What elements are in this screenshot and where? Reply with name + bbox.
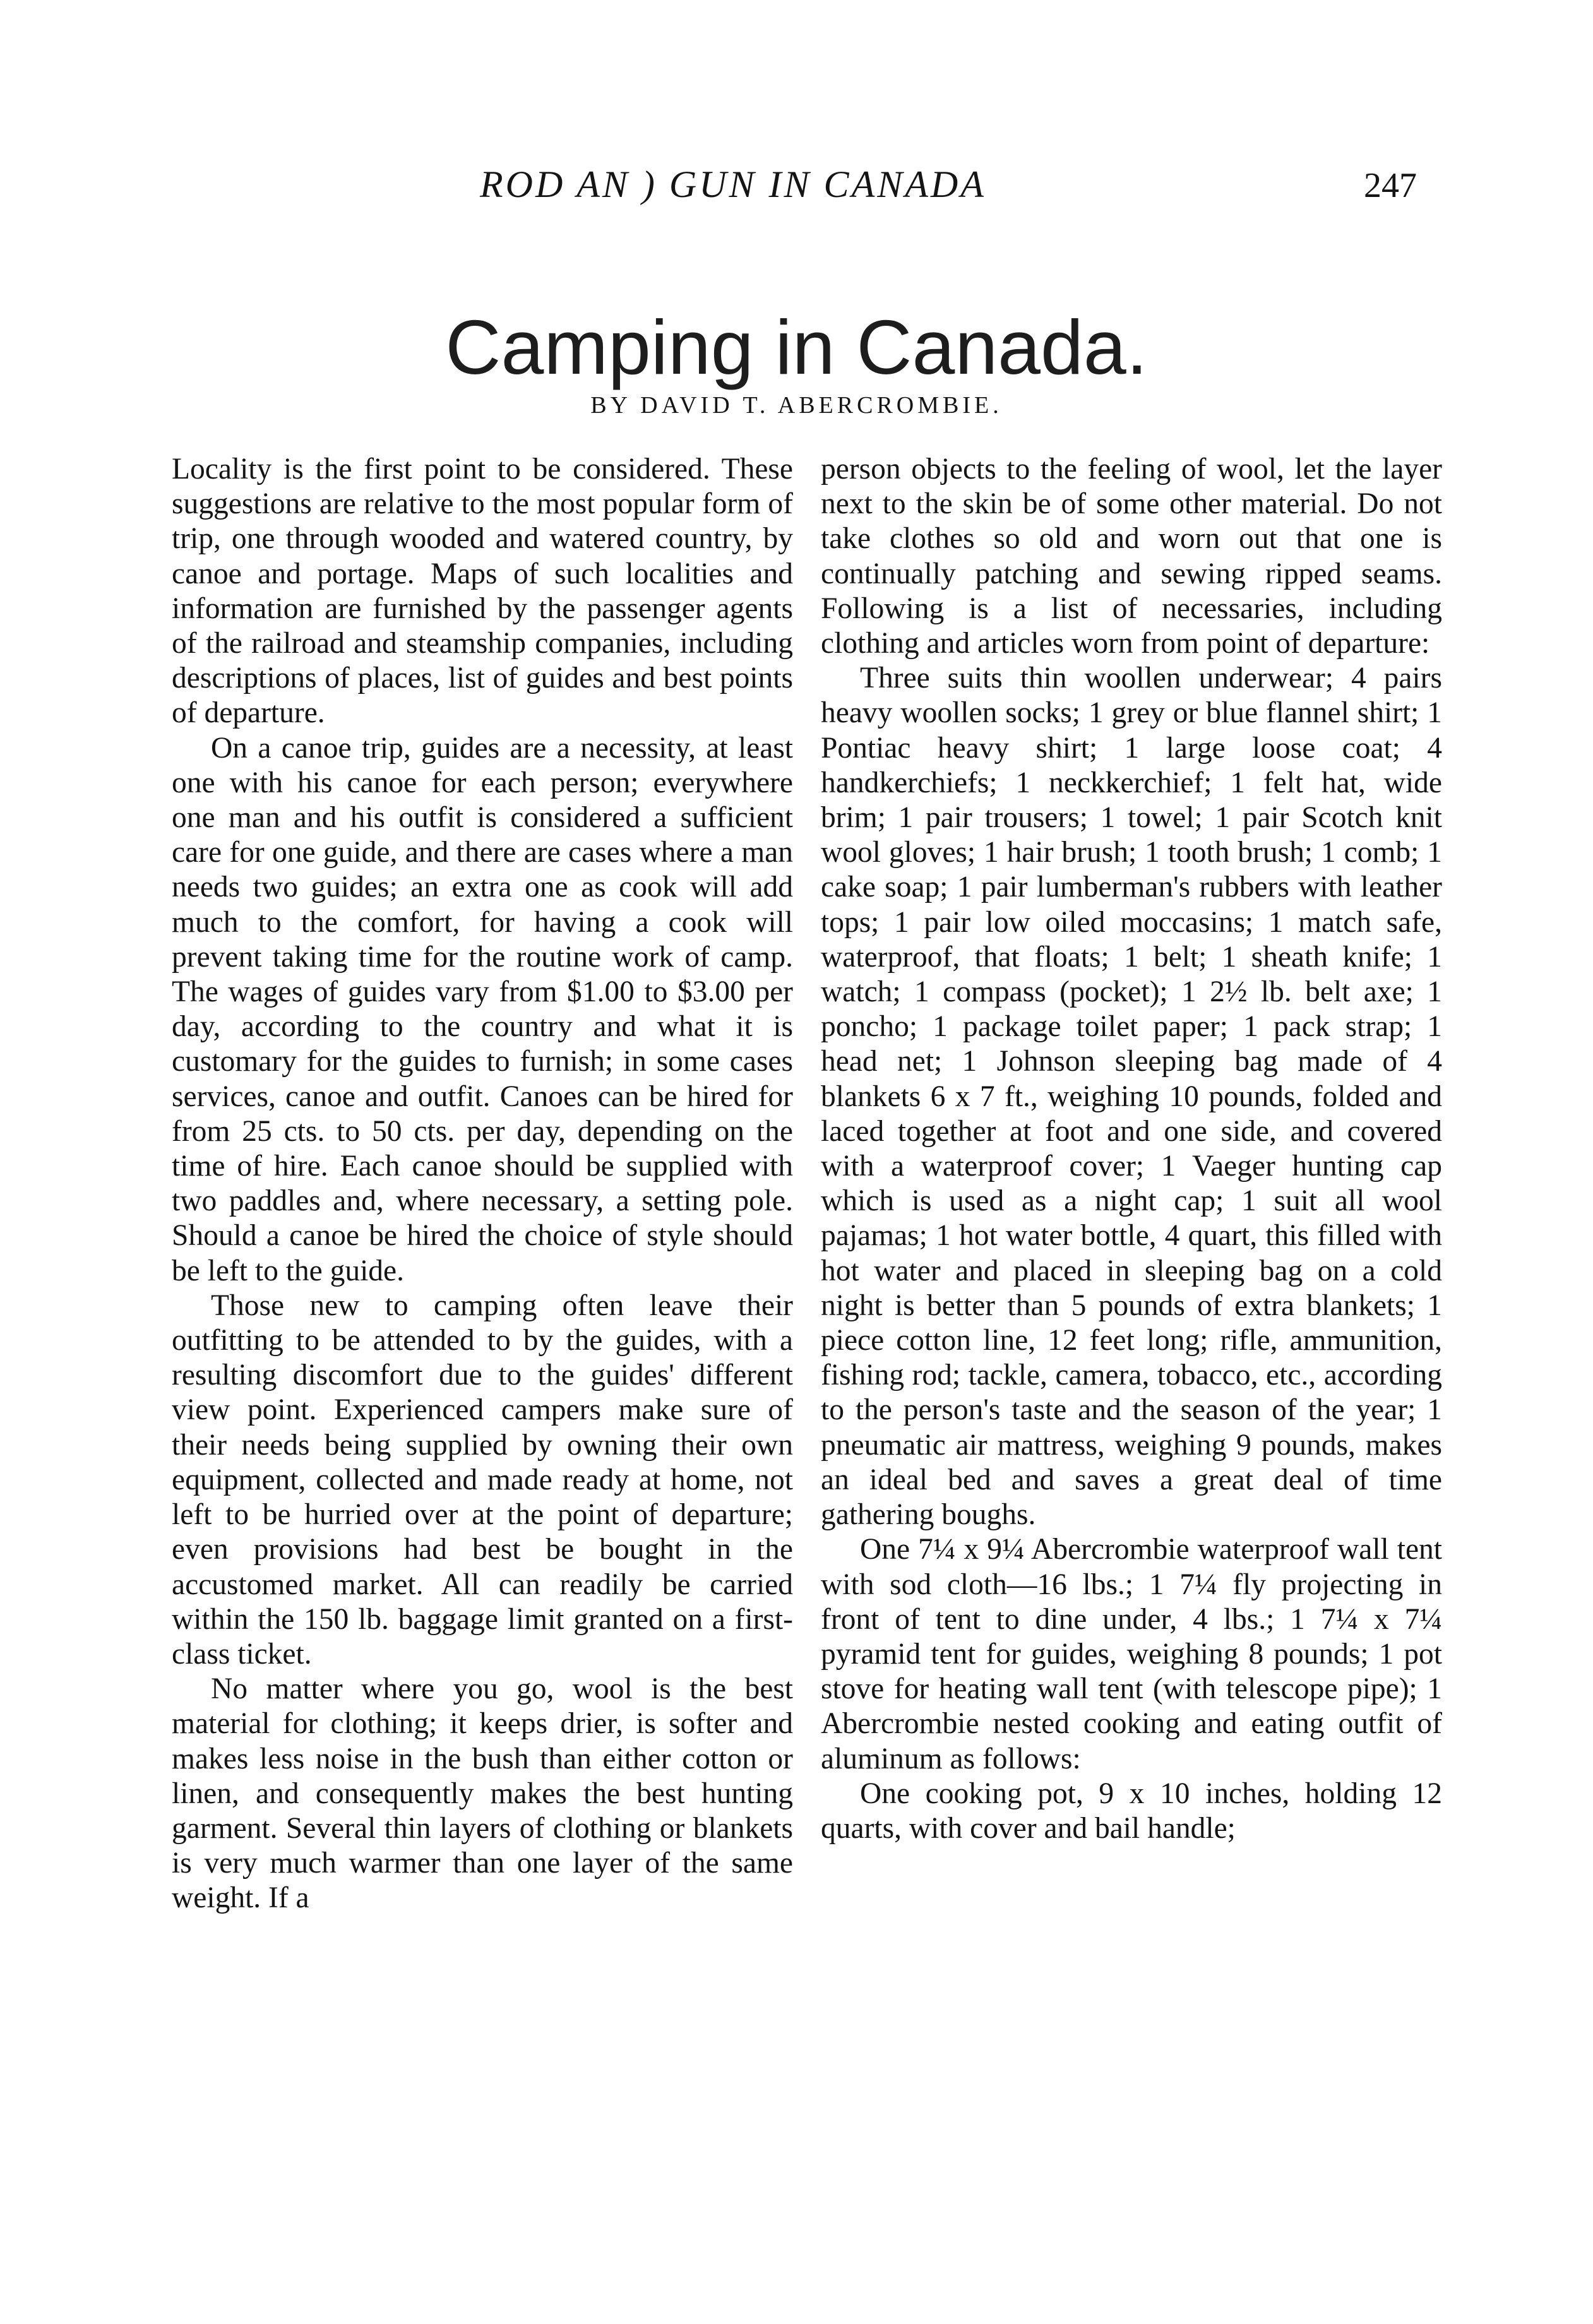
paragraph: Locality is the first point to be considered. These suggestions are relative to the most popular form of trip, one through wooded and watered country, by canoe and portage. Maps of such localities and information are furnished by the passenger agents of the railroad and steamship companies, including descriptions of places, list of guides and best points of departure. (172, 453, 793, 730)
paragraph: Those new to camping often leave their outfitting to be attended to by the guides, with a resulting discomfort due to the guides' different view point. Experienced campers make sure of their needs being supplied by owning their own equipment, collected and made ready at home, not left to be hurried over at the point of departure; even provisions had best be bought in the accustomed market. All can readily be carried within the 150 lb. baggage limit granted on a first-class ticket. (172, 1289, 793, 1671)
left-column (172, 452, 793, 1916)
paragraph: One cooking pot, 9 x 10 inches, holding 12 quarts, with cover and bail handle; (821, 1777, 1442, 1845)
paragraph: One 7¼ x 9¼ Abercrombie waterproof wall tent with sod cloth—16 lbs.; 1 7¼ fly projecting in front of tent to dine under, 4 lbs.; 1 7¼ x 7¼ pyramid tent for guides, weighing 8 pounds; 1 pot stove for heating wall tent (with telescope pipe); 1 Abercrombie nested cooking and eating outfit of aluminum as follows: (821, 1533, 1442, 1775)
paragraph: On a canoe trip, guides are a necessity, at least one with his canoe for each person; everywhere one man and his outfit is considered a sufficient care for one guide, and there are cases where a man needs two guides; an extra one as cook will add much to the comfort, for having a cook will prevent taking time for the routine work of camp. The wages of guides vary from $1.00 to $3.00 per day, according to the country and what it is customary for the guides to furnish; in some cases services, canoe and outfit. Canoes can be hired for from 25 cts. to 50 cts. per day, depending on the time of hire. Each canoe should be supplied with two paddles and, where necessary, a setting pole. Should a canoe be hired the choice of style should be left to the guide. (172, 731, 793, 1287)
paragraph: person objects to the feeling of wool, let the layer next to the skin be of some other material. Do not take clothes so old and worn out that one is continually patching and sewing ripped seams. Following is a list of necessaries, including clothing and articles worn from point of departure: (821, 453, 1442, 660)
running-head: ROD AN ) GUN IN CANADA (480, 164, 986, 205)
article-title: Camping in Canada. (445, 304, 1148, 390)
paragraph: Three suits thin woollen underwear; 4 pairs heavy woollen socks; 1 grey or blue flannel shirt; 1 Pontiac heavy shirt; 1 large loose coat; 4 handkerchiefs; 1 neckkerchief; 1 felt hat, wide brim; 1 pair trousers; 1 towel; 1 pair Scotch knit wool gloves; 1 hair brush; 1 tooth brush; 1 comb; 1 cake soap; 1 pair lumberman's rubbers with leather tops; 1 pair low oiled moccasins; 1 match safe, waterproof, that floats; 1 belt; 1 sheath knife; 1 watch; 1 compass (pocket); 1 2½ lb. belt axe; 1 poncho; 1 package toilet paper; 1 pack strap; 1 head net; 1 Johnson sleeping bag made of 4 blankets 6 x 7 ft., weighing 10 pounds, folded and laced together at foot and one side, and covered with a waterproof cover; 1 Vaeger hunting cap which is used as a night cap; 1 suit all wool pajamas; 1 hot water bottle, 4 quart, this filled with hot water and placed in sleeping bag on a cold night is better than 5 pounds of extra blankets; 1 piece cotton line, 12 feet long; rifle, ammunition, fishing rod; tackle, camera, tobacco, etc., according to the person's taste and the season of the year; 1 pneumatic air mattress, weighing 9 pounds, makes an ideal bed and saves a great deal of time gathering boughs. (821, 662, 1442, 1532)
right-column (821, 452, 1442, 1846)
byline: BY DAVID T. ABERCROMBIE. (590, 392, 1003, 419)
paragraph: No matter where you go, wool is the best material for clothing; it keeps drier, is softer and makes less noise in the bush than either cotton or linen, and consequently makes the best hunting garment. Several thin layers of clothing or blankets is very much warmer than one layer of the same weight. If a (172, 1672, 793, 1915)
page-number: 247 (1364, 166, 1417, 205)
